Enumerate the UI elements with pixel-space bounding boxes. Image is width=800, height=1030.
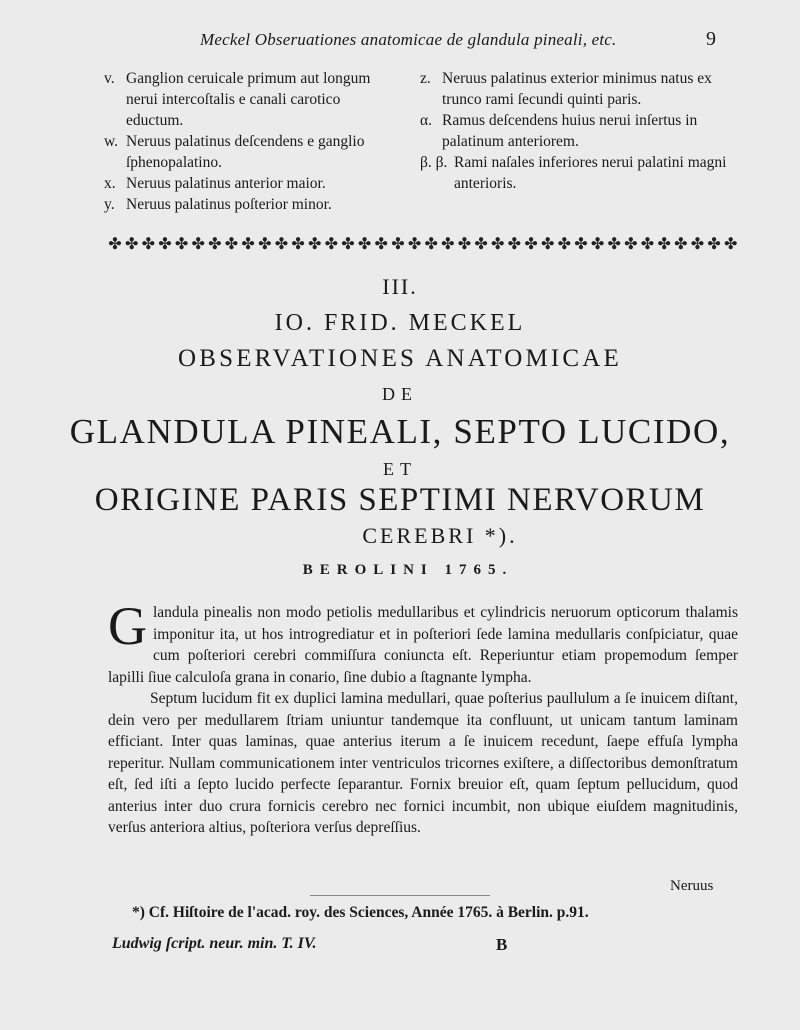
ornament-glyph: ✤ (441, 233, 455, 253)
ornament-glyph: ✤ (324, 233, 339, 253)
title-line-5: ORIGINE PARIS SEPTIMI NERVORUM (94, 482, 706, 518)
ornament-glyph: ✤ (707, 233, 721, 253)
ornament-glyph: ✤ (424, 233, 438, 253)
title-line-3: GLANDULA PINEALI, SEPTO LUCIDO, (69, 412, 731, 451)
ornament-glyph: ✤ (690, 233, 705, 253)
figure-legend-left (104, 68, 399, 215)
ornament-glyph: ✤ (457, 233, 472, 253)
ornament-glyph: ✤ (291, 233, 305, 253)
legend-text: Neruus palatinus exterior minimus natus ex trunco rami ſecundi quinti paris. (442, 70, 712, 108)
catchword: Neruus (670, 878, 714, 894)
legend-key: w. (104, 133, 119, 150)
ornament-glyph: ✤ (274, 233, 289, 253)
legend-item (104, 194, 399, 215)
ornament-glyph: ✤ (224, 233, 239, 253)
ornament-glyph: ✤ (674, 233, 688, 253)
ornament-glyph: ✤ (657, 233, 671, 253)
ornament-glyph: ✤ (640, 233, 655, 253)
legend-text: Rami naſales inferiores nerui palatini magni anterioris. (454, 154, 727, 192)
ornament-glyph: ✤ (357, 233, 372, 253)
ornament-glyph: ✤ (158, 233, 172, 253)
page-number: 9 (706, 28, 716, 50)
footnote-rule (310, 895, 490, 896)
ornament-glyph: ✤ (590, 233, 605, 253)
ornament-glyph: ✤ (624, 233, 638, 253)
title-line-2: DE (382, 384, 418, 404)
legend-text: Neruus palatinus poſterior minor. (126, 196, 332, 213)
title-line-1: OBSERVATIONES ANATOMICAE (177, 345, 623, 372)
legend-text: Neruus palatinus deſcendens e ganglio ſphenopalatino. (126, 133, 365, 171)
legend-item (104, 131, 399, 173)
ornament-glyph: ✤ (491, 233, 505, 253)
ornament-glyph: ✤ (724, 233, 738, 253)
ornament-glyph: ✤ (124, 233, 139, 253)
legend-item (104, 68, 399, 131)
ornament-glyph: ✤ (574, 233, 588, 253)
page-header (0, 30, 800, 54)
legend-text: Ganglion ceruicale primum aut longum nerui intercoſtalis e canali carotico eductum. (126, 70, 371, 129)
legend-item (420, 110, 730, 152)
ornament-glyph: ✤ (407, 233, 422, 253)
ornament-glyph: ✤ (241, 233, 255, 253)
legend-key: x. (104, 175, 116, 192)
paragraph-2: Septum lucidum fit ex duplici lamina medullari, quae poſterius paullulum a ſe inuicem diſtant, dein vero per medullarem ſtriam uniuntur tandemque ita confluunt, ut unicam tantum laminam efficiant. Inter quas laminas, quae anterius iterum a ſe inuicem recedunt, ſaepe effuſa lympha reperitur. Nullam communicationem inter ventriculos tricornes exiſtere, a diſſectoribus demonſtratum eſt, ſed iſti a ſepto lucido perfecte ſeparantur. Fornix breuior eſt, quam ſeptum pellucidum, quod anterius inter duo crura fornicis cerebro nec fornici incumbit, non ubique eiuſdem magnitudinis, verſus anteriora altius, poſteriora verſus depreſſius. (108, 690, 738, 836)
ornament-glyph: ✤ (258, 233, 272, 253)
place-date: BEROLINI 1765. (302, 562, 514, 578)
ornament-glyph: ✤ (108, 233, 122, 253)
legend-text: Ramus deſcendens huius nerui inſertus in palatinum anteriorem. (442, 112, 698, 150)
ornament-glyph: ✤ (524, 233, 538, 253)
legend-key: z. (420, 70, 431, 87)
ornament-glyph: ✤ (507, 233, 522, 253)
legend-item (420, 152, 730, 194)
legend-key: β. β. (420, 154, 448, 171)
drop-cap: G (108, 596, 147, 656)
author-name: IO. FRID. MECKEL (274, 310, 526, 336)
ornament-glyph: ✤ (474, 233, 488, 253)
ornamental-divider (108, 232, 738, 254)
legend-item (104, 173, 399, 194)
legend-text: Neruus palatinus anterior maior. (126, 175, 326, 192)
legend-key: y. (104, 196, 115, 213)
ornament-glyph: ✤ (374, 233, 388, 253)
legend-key: v. (104, 70, 115, 87)
ornament-glyph: ✤ (307, 233, 322, 253)
ornament-glyph: ✤ (191, 233, 205, 253)
title-line-6: CEREBRI *). (362, 523, 518, 548)
running-title: Meckel Obseruationes anatomicae de glandula pineali, etc. (200, 30, 617, 49)
ornament-glyph: ✤ (557, 233, 571, 253)
ornament-glyph: ✤ (341, 233, 355, 253)
title-line-4: ET (383, 459, 417, 479)
ornament-glyph: ✤ (540, 233, 555, 253)
footnote: *) Cf. Hiſtoire de l'acad. roy. des Sciences, Année 1765. à Berlin. p.91. (132, 904, 589, 921)
body-text (108, 596, 738, 839)
legend-key: α. (420, 112, 432, 129)
ornament-glyph: ✤ (208, 233, 222, 253)
ornament-glyph: ✤ (141, 233, 155, 253)
ornament-glyph: ✤ (174, 233, 189, 253)
ornament-glyph: ✤ (607, 233, 621, 253)
footer-reference: Ludwig ſcript. neur. min. T. IV. (112, 935, 317, 952)
section-number: III. (382, 274, 418, 299)
legend-item (420, 68, 730, 110)
figure-legend-right (420, 68, 730, 194)
paragraph-1-text: landula pinealis non modo petiolis medullaribus et cylindricis neruorum opticorum thalamis imponitur ita, ut hos introgrediatur et in poſteriori ſede lamina medullaris conſpiciatur, quae cum poſteriori cerebri commiſſura coniuncta eſt. Reperiuntur etiam propemodum ſemper lapilli ſiue calculoſa grana in conario, ſine dubio a ſtagnante lympha. (108, 604, 738, 686)
paragraph-1 (108, 596, 738, 688)
ornament-glyph: ✤ (391, 233, 405, 253)
signature-mark: B (496, 935, 508, 954)
